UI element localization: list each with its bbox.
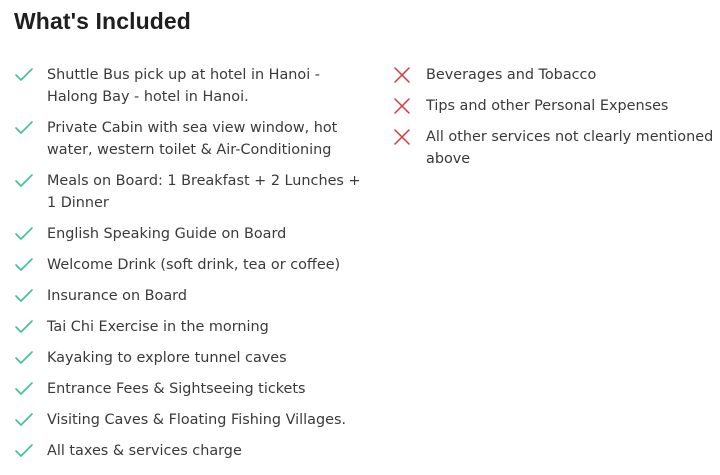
checkmark-icon <box>14 412 34 428</box>
included-item <box>14 316 374 338</box>
included-item <box>14 254 374 276</box>
included-list <box>14 64 374 471</box>
included-item <box>14 64 374 108</box>
checkmark-icon <box>14 226 34 242</box>
included-item-label: Private Cabin with sea view window, hot water, western toilet & Air-Conditioning <box>47 120 338 158</box>
section-title: What's Included <box>14 8 191 34</box>
included-item <box>14 223 374 245</box>
included-item <box>14 347 374 369</box>
excluded-item-label: Tips and other Personal Expenses <box>426 98 669 114</box>
cross-icon <box>393 67 411 83</box>
included-item <box>14 378 374 400</box>
excluded-item <box>393 126 718 170</box>
included-item <box>14 117 374 161</box>
checkmark-icon <box>14 173 34 189</box>
included-item <box>14 409 374 431</box>
checkmark-icon <box>14 350 34 366</box>
excluded-item-label: All other services not clearly mentioned above <box>426 129 714 167</box>
included-item-label: Meals on Board: 1 Breakfast + 2 Lunches + 1 Dinner <box>47 173 361 211</box>
checkmark-icon <box>14 67 34 83</box>
checkmark-icon <box>14 319 34 335</box>
checkmark-icon <box>14 381 34 397</box>
included-item-label: Insurance on Board <box>47 288 187 304</box>
included-item-label: Kayaking to explore tunnel caves <box>47 350 287 366</box>
excluded-item <box>393 95 718 117</box>
included-item <box>14 170 374 214</box>
included-item-label: All taxes & services charge <box>47 443 242 459</box>
checkmark-icon <box>14 288 34 304</box>
cross-icon <box>393 98 411 114</box>
excluded-list <box>393 64 718 179</box>
cross-icon <box>393 129 411 145</box>
checkmark-icon <box>14 443 34 459</box>
included-item <box>14 285 374 307</box>
included-item-label: Entrance Fees & Sightseeing tickets <box>47 381 306 397</box>
included-item-label: Welcome Drink (soft drink, tea or coffee) <box>47 257 341 273</box>
included-item-label: English Speaking Guide on Board <box>47 226 287 242</box>
included-item-label: Tai Chi Exercise in the morning <box>47 319 269 335</box>
checkmark-icon <box>14 120 34 136</box>
excluded-item <box>393 64 718 86</box>
excluded-item-label: Beverages and Tobacco <box>426 67 597 83</box>
included-item-label: Shuttle Bus pick up at hotel in Hanoi - Halong Bay - hotel in Hanoi. <box>47 67 320 105</box>
checkmark-icon <box>14 257 34 273</box>
included-item-label: Visiting Caves & Floating Fishing Villages. <box>47 412 347 428</box>
included-item <box>14 440 374 462</box>
